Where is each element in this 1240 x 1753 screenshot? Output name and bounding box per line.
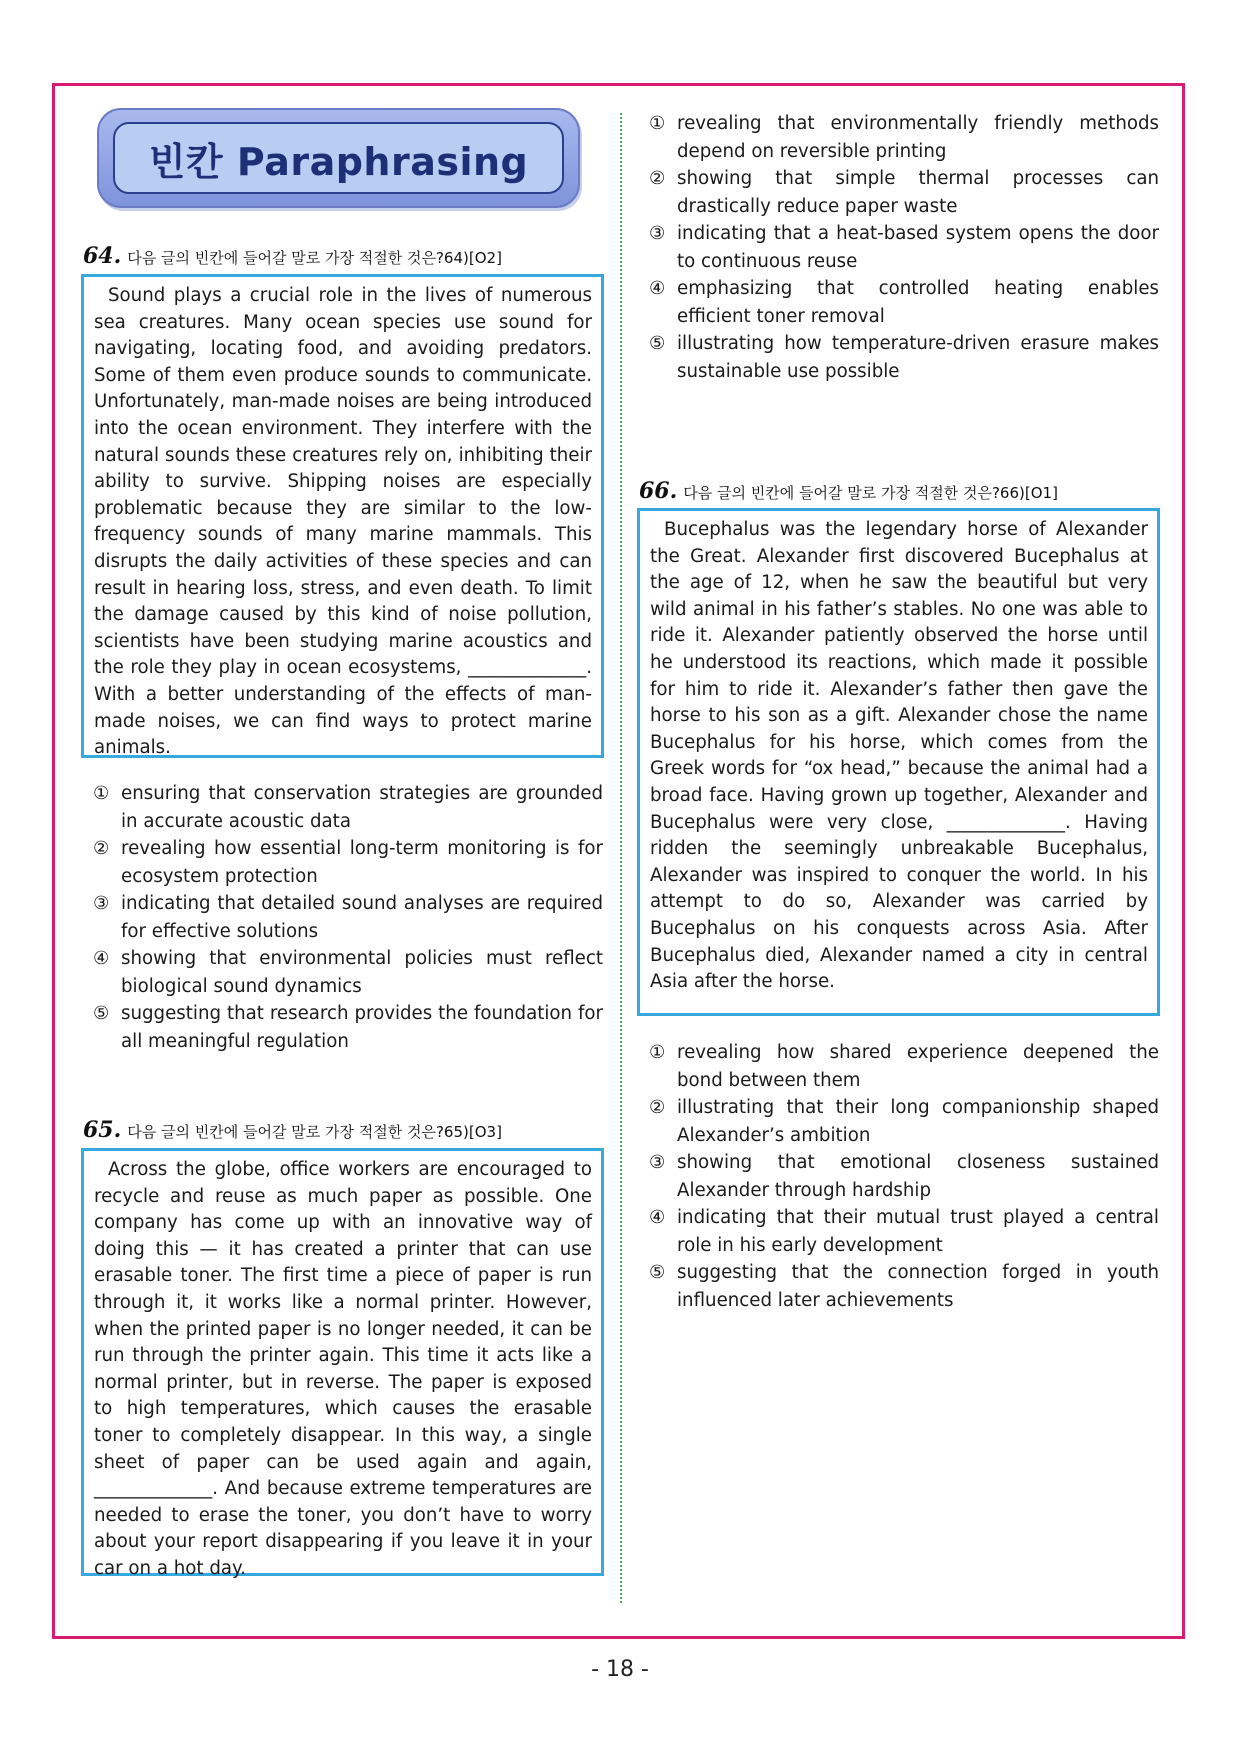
choice-marker: ②	[93, 838, 110, 859]
question-66-passage: Bucephalus was the legendary horse of Alexander the Great. Alexander first discovered Bucephalus at the age of 12, when he saw the beautiful but very wild animal in his father’s stables. No one was able to ride it. Alexander patiently observed the horse until he understood its reactions, which made it possible for him to ride it. Alexander’s father then gave the horse to his son as a gift. Alexander chose the name Bucephalus for his horse, which comes from the Greek words for “ox head,” because the animal had a broad face. Having grown up together, Alexander and Bucephalus were very close, _____________. Having ridden the seemingly unbreakable Bucephalus, Alexander was inspired to conquer the world. In his attempt to do so, Alexander was carried by Bucephalus on his conquests across Asia. After Bucephalus died, Alexander named a city in central Asia after the horse.	[637, 508, 1160, 1016]
choice-marker: ④	[649, 278, 666, 299]
choice-item[interactable]	[649, 275, 1159, 330]
choice-item[interactable]	[649, 1259, 1159, 1314]
choice-marker: ①	[649, 1042, 666, 1063]
choice-marker: ①	[649, 113, 666, 134]
question-64-header	[83, 243, 502, 269]
choice-text: suggesting that the connection forged in youth influenced later achievements	[677, 1262, 1159, 1311]
choice-text: revealing how shared experience deepened the bond between them	[677, 1042, 1159, 1091]
section-title: 빈칸 Paraphrasing	[148, 139, 529, 184]
question-prompt: 다음 글의 빈칸에 들어갈 말로 가장 적절한 것은?65)[O3]	[127, 1123, 502, 1141]
choice-marker: ④	[93, 948, 110, 969]
choice-marker: ③	[649, 1152, 666, 1173]
choice-text: showing that simple thermal processes can drastically reduce paper waste	[677, 168, 1159, 217]
question-prompt: 다음 글의 빈칸에 들어갈 말로 가장 적절한 것은?64)[O2]	[127, 249, 502, 267]
choice-item[interactable]	[93, 945, 603, 1000]
question-65-passage: Across the globe, office workers are encouraged to recycle and reuse as much paper as possible. One company has come up with an innovative way of doing this — it has created a printer that can use erasable toner. The first time a piece of paper is run through it, it works like a normal printer. However, when the printed paper is no longer needed, it can be run through the printer again. This time it acts like a normal printer, but in reverse. The paper is exposed to high temperatures, which causes the erasable toner to completely disappear. In this way, a single sheet of paper can be used again and again, _____________. And because extreme temperatures are needed to erase the toner, you don’t have to worry about your report disappearing if you leave it in your car on a hot day.	[81, 1148, 604, 1576]
choice-text: illustrating how temperature-driven erasure makes sustainable use possible	[677, 333, 1159, 382]
choice-text: suggesting that research provides the foundation for all meaningful regulation	[121, 1003, 603, 1052]
page-number: - 18 -	[591, 1657, 649, 1682]
choice-item[interactable]	[93, 890, 603, 945]
choice-text: showing that emotional closeness sustained Alexander through hardship	[677, 1152, 1159, 1201]
choice-item[interactable]	[649, 1094, 1159, 1149]
section-banner-inner	[113, 122, 564, 194]
question-number: 64.	[83, 243, 122, 269]
question-64-passage: Sound plays a crucial role in the lives of numerous sea creatures. Many ocean species use sound for navigating, locating food, and avoiding predators. Some of them even produce sounds to communicate. Unfortunately, man-made noises are being introduced into the ocean environment. They interfere with the natural sounds these creatures rely on, inhibiting their ability to survive. Shipping noises are especially problematic because they are similar to the low-frequency sounds of many marine mammals. This disrupts the daily activities of these species and can result in hearing loss, stress, and even death. To limit the damage caused by this kind of noise pollution, scientists have been studying marine acoustics and the role they play in ocean ecosystems, _____________. With a better understanding of the effects of man-made noises, we can find ways to protect marine animals.	[81, 274, 604, 758]
choice-text: revealing how essential long-term monitoring is for ecosystem protection	[121, 838, 603, 887]
question-66-header	[639, 478, 1058, 504]
choice-text: indicating that a heat-based system opens the door to continuous reuse	[677, 223, 1159, 272]
choice-item[interactable]	[93, 780, 603, 835]
choice-marker: ⑤	[649, 333, 666, 354]
question-number: 65.	[83, 1117, 122, 1143]
choice-item[interactable]	[649, 165, 1159, 220]
choice-text: revealing that environmentally friendly methods depend on reversible printing	[677, 113, 1159, 162]
choice-text: illustrating that their long companionship shaped Alexander’s ambition	[677, 1097, 1159, 1146]
choice-marker: ②	[649, 168, 666, 189]
choice-marker: ③	[649, 223, 666, 244]
question-65-choices	[649, 110, 1159, 385]
section-banner	[97, 108, 580, 208]
choice-marker: ①	[93, 783, 110, 804]
choice-text: showing that environmental policies must reflect biological sound dynamics	[121, 948, 603, 997]
question-66-choices	[649, 1039, 1159, 1314]
choice-item[interactable]	[649, 110, 1159, 165]
column-divider	[620, 113, 622, 1603]
choice-text: indicating that their mutual trust played a central role in his early development	[677, 1207, 1159, 1256]
choice-item[interactable]	[649, 1039, 1159, 1094]
choice-item[interactable]	[649, 1204, 1159, 1259]
question-64-choices	[93, 780, 603, 1055]
question-65-header	[83, 1117, 502, 1143]
choice-item[interactable]	[649, 330, 1159, 385]
choice-marker: ④	[649, 1207, 666, 1228]
choice-item[interactable]	[93, 1000, 603, 1055]
choice-text: indicating that detailed sound analyses are required for effective solutions	[121, 893, 603, 942]
choice-item[interactable]	[649, 1149, 1159, 1204]
choice-marker: ⑤	[649, 1262, 666, 1283]
choice-marker: ③	[93, 893, 110, 914]
question-number: 66.	[639, 478, 678, 504]
choice-text: ensuring that conservation strategies are grounded in accurate acoustic data	[121, 783, 603, 832]
choice-text: emphasizing that controlled heating enables efficient toner removal	[677, 278, 1159, 327]
choice-marker: ⑤	[93, 1003, 110, 1024]
choice-item[interactable]	[649, 220, 1159, 275]
choice-item[interactable]	[93, 835, 603, 890]
question-prompt: 다음 글의 빈칸에 들어갈 말로 가장 적절한 것은?66)[O1]	[683, 484, 1058, 502]
choice-marker: ②	[649, 1097, 666, 1118]
